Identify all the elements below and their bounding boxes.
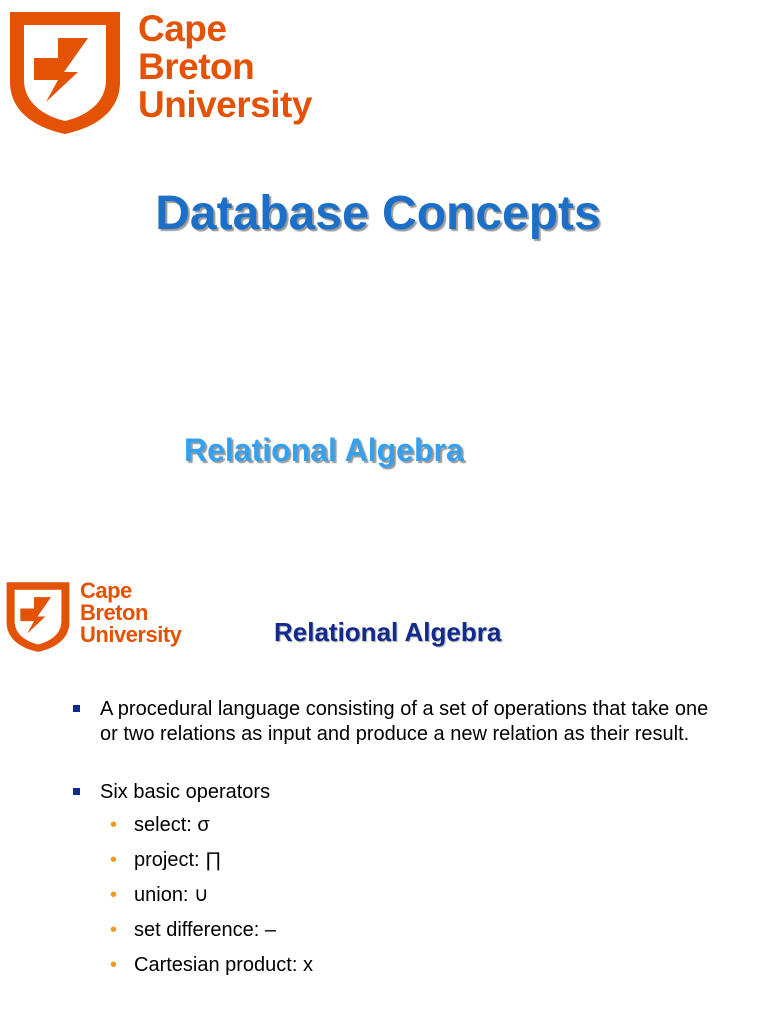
slide-title: Relational Algebra	[274, 617, 502, 647]
operator-item-cartesian-product: • Cartesian product: x	[100, 953, 710, 988]
logo-line-cape: Cape	[80, 578, 132, 603]
presentation-title: Database Concepts	[155, 187, 601, 240]
university-logo	[6, 8, 346, 138]
logo-line-breton: Breton	[80, 600, 148, 625]
bullet-item	[70, 697, 710, 747]
operator-item-union: • union: ∪	[100, 883, 710, 918]
content-slide	[0, 545, 768, 1024]
logo-wordmark	[80, 580, 181, 646]
university-logo-small	[4, 580, 194, 655]
logo-line-cape: Cape	[138, 8, 227, 49]
logo-line-university: University	[138, 84, 312, 125]
operator-item-project: • project: ∏	[100, 848, 710, 883]
bullet-text: Six basic operators	[100, 781, 271, 803]
operator-item-select: • select: σ	[100, 813, 710, 848]
operator-item-set-difference: • set difference: –	[100, 918, 710, 953]
bullet-list	[70, 697, 710, 988]
logo-line-breton: Breton	[138, 46, 255, 87]
shield-logo-icon	[6, 8, 124, 136]
bullet-text: A procedural language consisting of a set of operations that take one or two relations as input and produce a new relation as their result.	[100, 698, 709, 745]
bullet-item	[70, 780, 710, 988]
presentation-subtitle: Relational Algebra	[184, 432, 464, 468]
logo-wordmark	[138, 10, 312, 124]
shield-logo-icon	[4, 580, 72, 653]
logo-line-university: University	[80, 622, 182, 647]
operator-list	[100, 813, 710, 988]
